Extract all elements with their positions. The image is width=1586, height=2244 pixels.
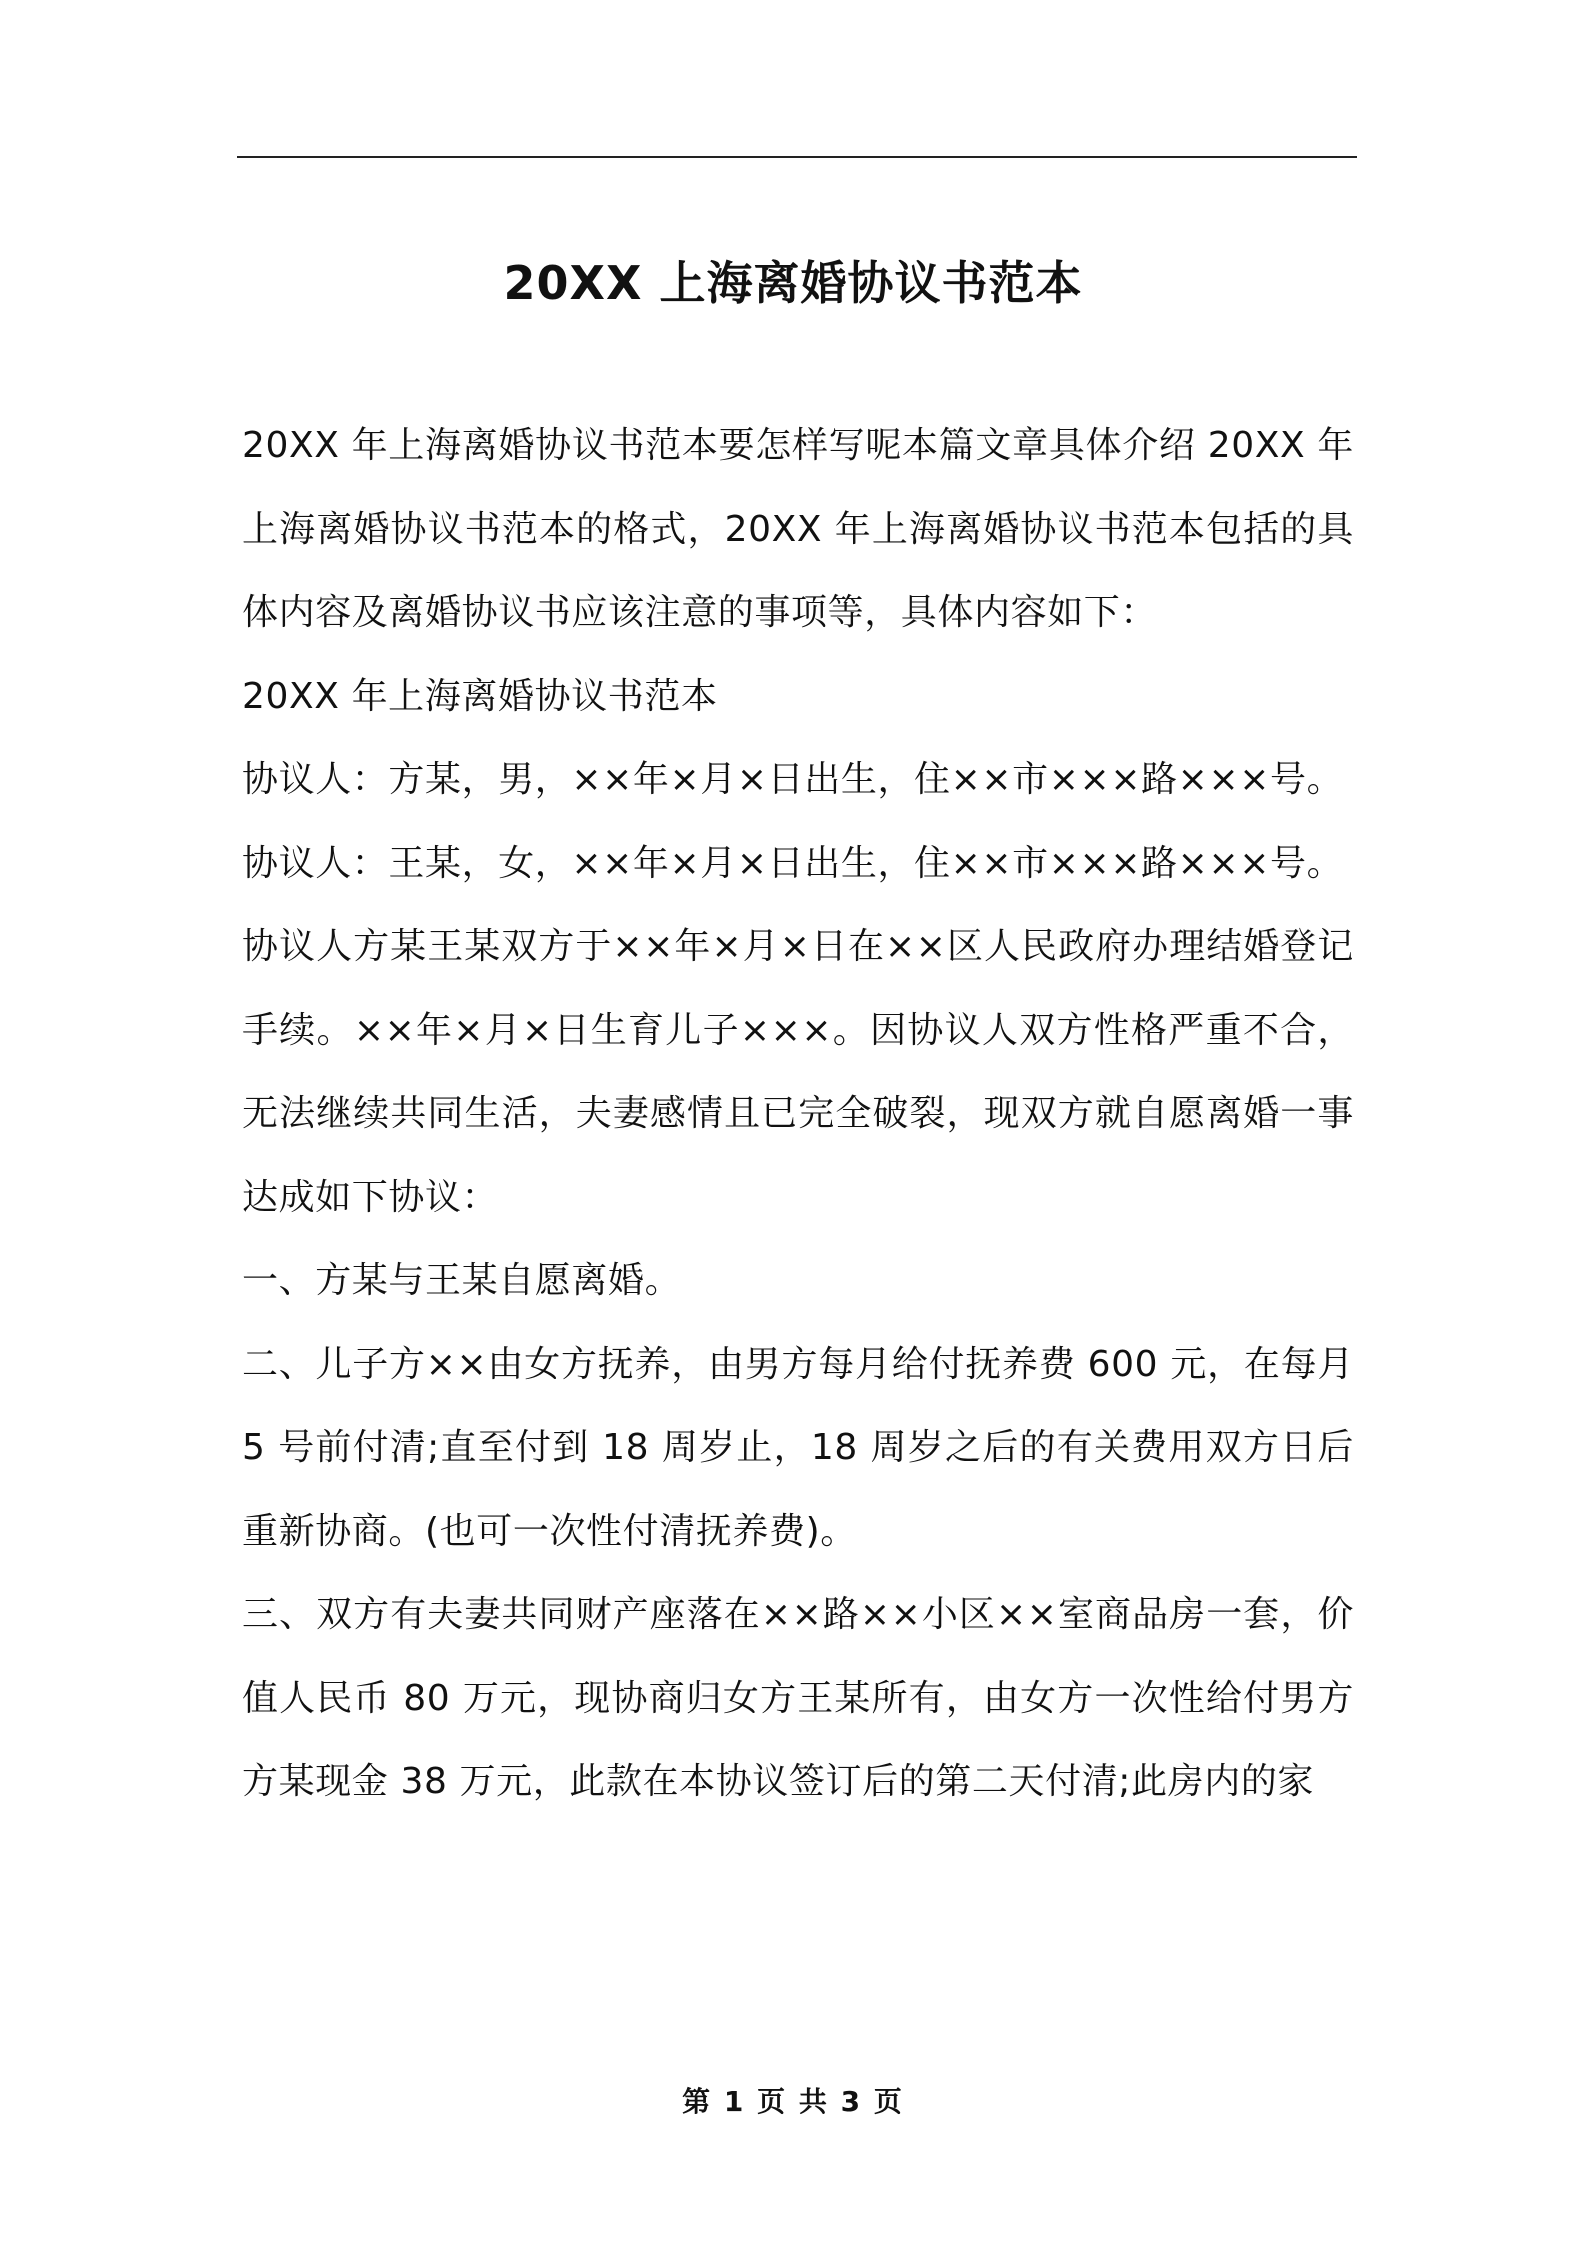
document-body bbox=[242, 404, 1354, 1824]
paragraph-intro: 20XX 年上海离婚协议书范本要怎样写呢本篇文章具体介绍 20XX 年上海离婚协议书范本的格式，20XX 年上海离婚协议书范本包括的具体内容及离婚协议书应该注意的事项等，具体内容如下： bbox=[242, 425, 1354, 633]
clause-2: 二、儿子方××由女方抚养，由男方每月给付抚养费 600 元，在每月 5 号前付清;直至付到 18 周岁止，18 周岁之后的有关费用双方日后重新协商。(也可一次性付清抚养费)。 bbox=[242, 1343, 1354, 1552]
paragraph-subtitle: 20XX 年上海离婚协议书范本 bbox=[242, 675, 718, 717]
paragraph-party-male: 协议人：方某，男，××年×月×日出生，住××市×××路×××号。 bbox=[242, 759, 1344, 800]
header-rule bbox=[237, 156, 1357, 158]
clause-3: 三、双方有夫妻共同财产座落在××路××小区××室商品房一套，价值人民币 80 万元，现协商归女方王某所有，由女方一次性给付男方方某现金 38 万元，此款在本协议签订后的第二天付清;此房内的家 bbox=[242, 1594, 1354, 1802]
paragraph-background: 协议人方某王某双方于××年×月×日在××区人民政府办理结婚登记手续。××年×月×日生育儿子×××。因协议人双方性格严重不合，无法继续共同生活，夫妻感情且已完全破裂，现双方就自愿离婚一事达成如下协议： bbox=[242, 926, 1354, 1218]
document-title: 20XX 上海离婚协议书范本 bbox=[503, 255, 1083, 310]
clause-1: 一、方某与王某自愿离婚。 bbox=[242, 1260, 682, 1301]
page-number: 第 1 页 共 3 页 bbox=[682, 2085, 904, 2118]
paragraph-party-female: 协议人：王某，女，××年×月×日出生，住××市×××路×××号。 bbox=[242, 842, 1344, 884]
